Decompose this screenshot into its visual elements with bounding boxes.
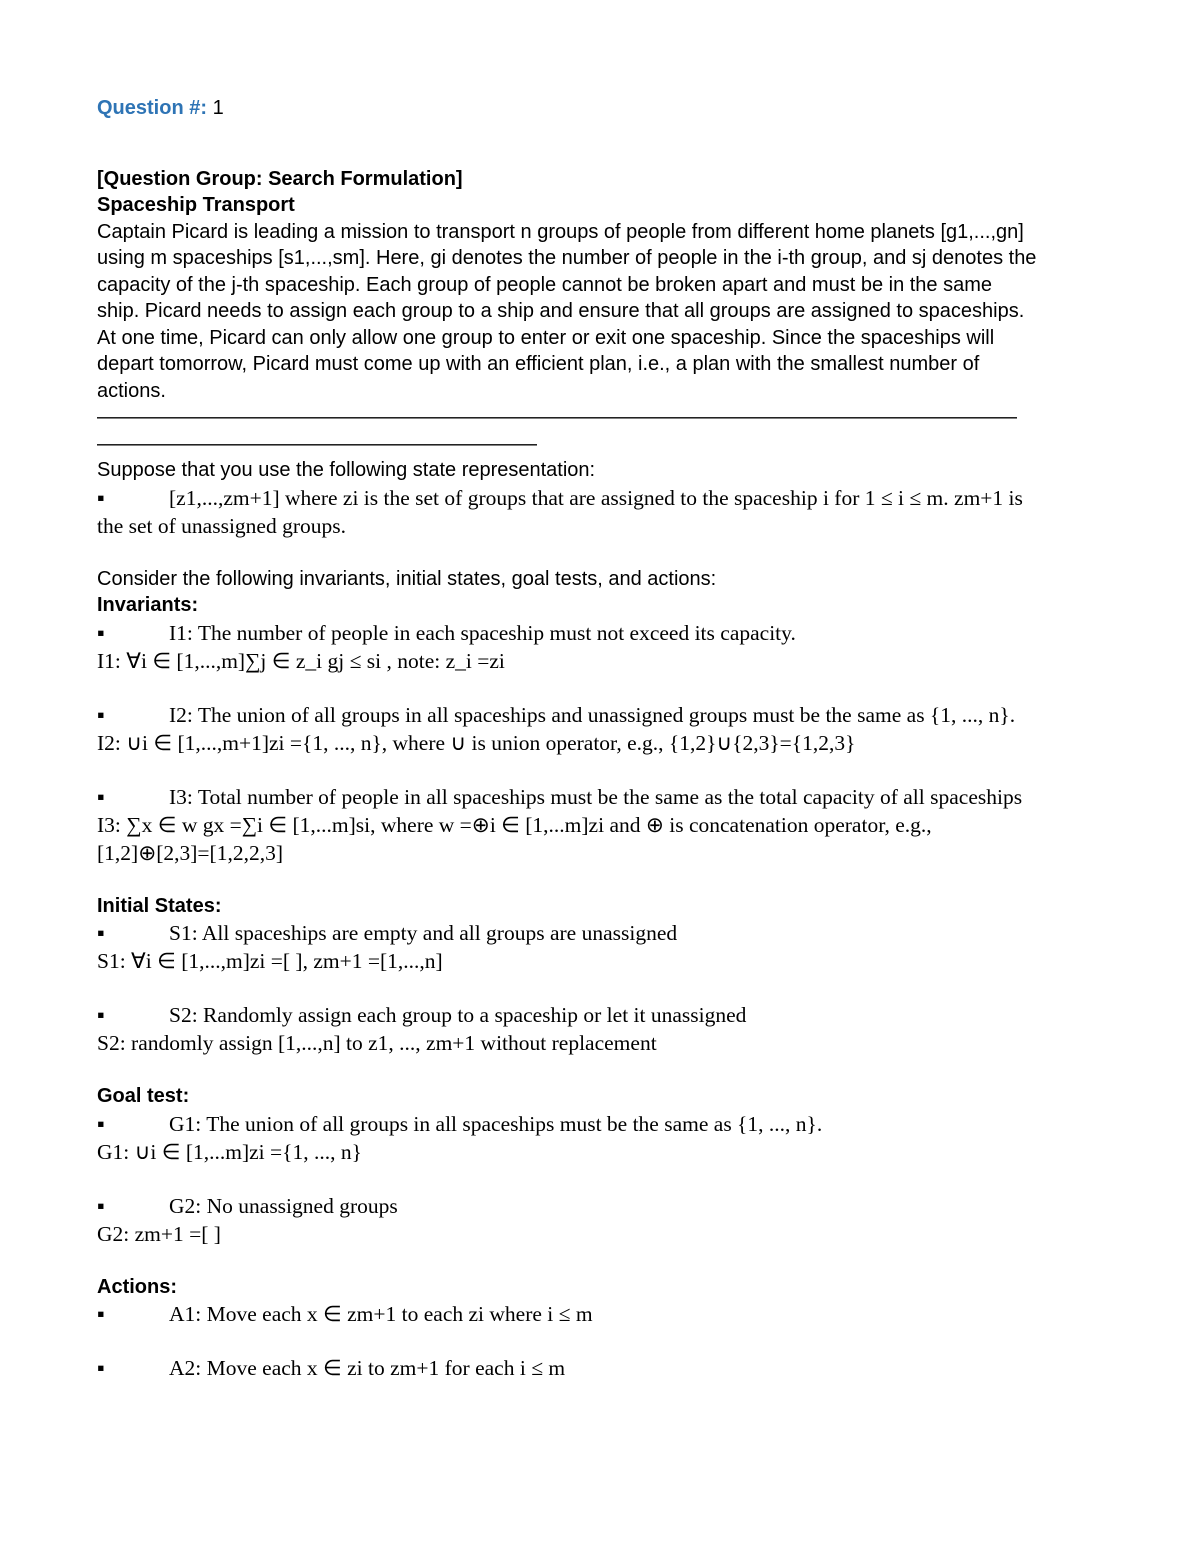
goal-test-bullet xyxy=(97,1192,1107,1220)
goal-test-heading: Goal test: xyxy=(97,1085,190,1107)
intro-line: depart tomorrow, Picard must come up with an efficient plan, i.e., a plan with the smallest number of xyxy=(97,353,980,375)
invariants-heading: Invariants: xyxy=(97,594,199,616)
invariant-text: I2: The union of all groups in all spaceships and unassigned groups must be the same as {1, ..., n}. xyxy=(169,702,1016,727)
intro-line: ship. Picard needs to assign each group to a ship and ensure that all groups are assigned to spaceships. xyxy=(97,300,1025,322)
initial-states-heading: Initial States: xyxy=(97,894,222,917)
state-bullet xyxy=(97,484,1107,512)
bullet-icon: ▪ xyxy=(97,921,105,945)
intro-line: using m spaceships [s1,...,sm]. Here, gi denotes the number of people in the i-th group, and sj denotes the xyxy=(97,247,1037,269)
invariant-bullet xyxy=(97,619,1107,647)
bullet-icon: ▪ xyxy=(97,1111,105,1136)
initial-state-formula: S2: randomly assign [1,...,n] to z1, ..., zm+1 without replacement xyxy=(97,1031,657,1055)
invariant-formula: I1: ∀i ∈ [1,...,m]∑j ∈ z_i gj ≤ si , note: z_i =zi xyxy=(97,648,505,673)
state-intro: Suppose that you use the following state representation: xyxy=(97,459,596,481)
goal-test-text: G1: The union of all groups in all spaceships must be the same as {1, ..., n}. xyxy=(169,1111,823,1136)
question-number: 1 xyxy=(212,97,224,119)
bullet-icon: ▪ xyxy=(97,1193,105,1218)
bullet-icon: ▪ xyxy=(97,485,105,510)
invariant-formula-continuation: [1,2]⊕[2,3]=[1,2,2,3] xyxy=(97,840,283,865)
invariant-formula: I2: ∪i ∈ [1,...,m+1]zi ={1, ..., n}, where ∪ is union operator, e.g., {1,2}∪{2,3}={1,2,3} xyxy=(97,730,856,755)
action-text: A2: Move each x ∈ zi to zm+1 for each i ≤ m xyxy=(169,1356,566,1380)
goal-test-text: G2: No unassigned groups xyxy=(169,1193,398,1218)
intro-line: actions. xyxy=(97,379,166,402)
initial-state-bullet xyxy=(97,1001,1107,1029)
invariant-formula: I3: ∑x ∈ w gx =∑i ∈ [1,...m]si, where w =⊕i ∈ [1,...m]zi and ⊕ is concatenation operator, e.g., xyxy=(97,812,932,837)
intro-line: At one time, Picard can only allow one group to enter or exit one spaceship. Since the spaceships will xyxy=(97,326,995,349)
bullet-icon: ▪ xyxy=(97,620,105,645)
goal-test-formula: G2: zm+1 =[ ] xyxy=(97,1221,221,1246)
state-bullet-text: [z1,...,zm+1] where zi is the set of groups that are assigned to the spaceship i for 1 ≤ i ≤ m. zm+1 is xyxy=(169,485,1023,510)
initial-state-text: S1: All spaceships are empty and all groups are unassigned xyxy=(169,921,678,945)
action-text: A1: Move each x ∈ zm+1 to each zi where i ≤ m xyxy=(169,1302,593,1326)
question-title: Spaceship Transport xyxy=(97,194,295,216)
initial-state-text: S2: Randomly assign each group to a spaceship or let it unassigned xyxy=(169,1003,747,1027)
bullet-icon: ▪ xyxy=(97,702,105,727)
question-header xyxy=(97,95,1107,122)
separator-line: —————————————————————— xyxy=(97,432,537,455)
invariant-text: I1: The number of people in each spaceship must not exceed its capacity. xyxy=(169,620,796,645)
action-bullet xyxy=(97,1354,1107,1382)
question-label: Question #: xyxy=(97,97,208,119)
intro-line: Captain Picard is leading a mission to transport n groups of people from different home planets [g1,...,gn] xyxy=(97,220,1024,243)
actions-heading: Actions: xyxy=(97,1275,177,1298)
bullet-icon: ▪ xyxy=(97,1003,105,1027)
question-group-heading: [Question Group: Search Formulation] xyxy=(97,167,463,190)
initial-state-formula: S1: ∀i ∈ [1,...,m]zi =[ ], zm+1 =[1,...,n] xyxy=(97,949,443,973)
intro-paragraph xyxy=(97,219,1107,405)
intro-line: capacity of the j-th spaceship. Each group of people cannot be broken apart and must be in the same xyxy=(97,273,993,296)
action-bullet xyxy=(97,1300,1107,1328)
bullet-icon: ▪ xyxy=(97,1302,105,1326)
state-bullet-continuation: the set of unassigned groups. xyxy=(97,513,347,538)
separator-line: —————————————————————————————————————————————— xyxy=(97,406,1017,428)
document-page xyxy=(97,95,1107,1382)
invariant-bullet xyxy=(97,783,1107,811)
initial-state-bullet xyxy=(97,919,1107,947)
goal-test-bullet xyxy=(97,1110,1107,1138)
bullet-icon: ▪ xyxy=(97,784,105,809)
goal-test-formula: G1: ∪i ∈ [1,...m]zi ={1, ..., n} xyxy=(97,1139,362,1164)
invariant-text: I3: Total number of people in all spaceships must be the same as the total capacity of all spaceships xyxy=(169,784,1023,809)
consider-line: Consider the following invariants, initial states, goal tests, and actions: xyxy=(97,567,717,590)
bullet-icon: ▪ xyxy=(97,1356,105,1380)
invariant-bullet xyxy=(97,701,1107,729)
